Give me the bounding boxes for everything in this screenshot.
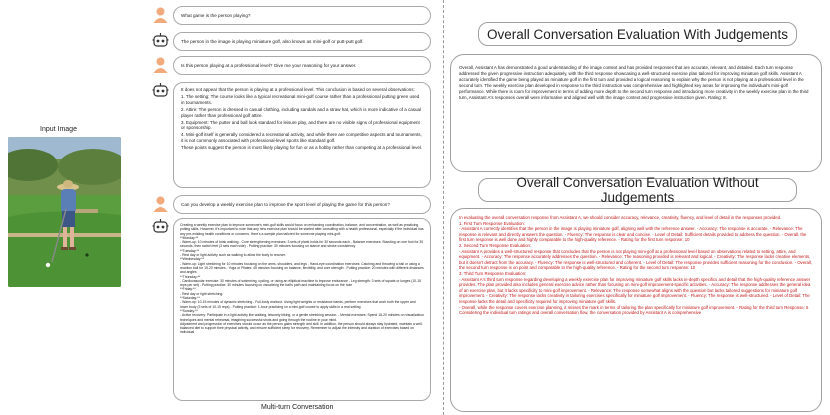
answer-3-line: - Warm-up: 10 minutes of brisk walking - Core strengthening exercises: 3 sets of plank holds for 30 seconds each - Balance exercises: Standing on one foot for 30 seconds, then switch feet (3 sets each side) - Putting practice: 30 minutes focusing on stance and stroke consistency: [180, 240, 424, 249]
eval-line: 1. First Turn Response Evaluation:: [459, 220, 525, 226]
eval-line: - Assistant A provides a well-structured response that concludes that the person is not playing mini-golf at a professional level based on observations related to setting, attire, and equipment. - Accuracy: The response accurately addresses the question. - Relevance: The reasoning provided is relevant and logical. - Creativity: The response lacks creative elements, but it doesn't detract from the accuracy. - Fluency: The response is well-structured and coherent. - Level of Detail: The response provides sufficient reasoning for the conclusion. - Overall, the second turn response is on point and comparable to the high-quality reference. - Rating for the second turn response: 10: [459, 248, 813, 271]
user-question-3: Can you develop a weekly exercise plan to improve the sport level of playing the game for this person?: [173, 195, 431, 214]
answer-3-line: **Wednesday:**: [180, 257, 205, 262]
answer-3-line: - Rest day or light stretching.: [180, 291, 224, 296]
with-judgements-title: Overall Conversation Evaluation With Judgements: [478, 22, 797, 46]
eval-line: 2. Second Turn Response Evaluation:: [459, 242, 532, 248]
without-judgements-text: [450, 208, 822, 412]
robot-avatar-icon: [152, 218, 169, 235]
answer-2-line: 1. The setting: The course looks like a typical recreational mini-golf course rather than a professional putting green used in tournaments.: [181, 93, 420, 105]
answer-3-line: **Thursday:**: [180, 274, 201, 279]
eval-line: In evaluating the overall conversation response from Assistant A, we should consider accuracy, relevance, creativity, fluency, and level of detail in the responses provided.: [459, 215, 782, 220]
answer-3-line: - Warm-up: Light stretching for 10 minutes focusing on the arms, shoulders, and legs - Hand-eye coordination exercises: Catching and throwing a ball or using a reaction ball for 15-20 minutes - Yoga or Pilates: 45 minutes focusing on balance, flexibility, and core strength - Putting practice: 20 minutes with different distances and angles: [180, 261, 424, 275]
robot-avatar-icon: [152, 32, 169, 49]
assistant-answer-1: The person in the image is playing miniature golf, also known as mini-golf or putt-putt golf.: [173, 32, 431, 51]
assistant-answer-2: [173, 82, 431, 188]
mini-golf-illustration: [8, 137, 121, 287]
answer-3-line: - Cardiovascular exercise: 30 minutes of swimming, cycling, or using an elliptical machine to improve endurance - Leg strength: 3 sets of squats or lunges (10-15 reps per set) - Putting practice: 30 minutes focusing on visualizing the ball's path and maintaining focus on the hole: [180, 278, 422, 288]
answer-2-line: It does not appear that the person is playing at a professional level. This conclusion is based on several observations:: [181, 87, 415, 92]
robot-avatar-icon: [152, 82, 169, 99]
answer-3-line: - Warm-up: 10-15 minutes of dynamic stretching - Full-body workout: Using light weights or resistance bands, perform exercises that work both the upper and lower body (3 sets of 10-15 reps) - Putting practice: 1-hour practicing on a mini-golf course to apply skills in a real setting: [180, 300, 416, 309]
input-photo-mini-golf: [8, 137, 121, 287]
answer-2-line: 3. Equipment: The putter and ball look standard for leisure play, and there are no visible signs of professional equipment or sponsorship.: [181, 119, 420, 131]
eval-line: - Overall, while the response covers exercise planning, it misses the mark in terms of tailoring the plan specifically for miniature golf improvement. - Rating for the third turn Response: 6 Considering the individual turn ratings and overall conversation flow, the conversation provided by Assistant A is comprehensive: [459, 304, 809, 316]
answer-3-line: - Rest day or light activity such as walking to allow the body to recover.: [180, 253, 286, 258]
eval-line: - Assistant A's third turn response regarding developing a weekly exercise plan for improving miniature golf skills lacks in-depth specifics and detail that the high-quality reference answer provides. The plan provided also includes general exercise advice rather than focusing on mini-golf improvement-specific activities. - Accuracy: The response addresses the general idea of an exercise plan, but it lacks specificity to mini-golf improvement. - Relevance: The response somewhat aligns with the question but lacks tailored suggestions for miniature golf improvement. - Creativity: The response lacks creativity in tailoring exercises specifically for miniature golf improvement. - Fluency: The response is well-structured. - Level of Detail: The response lacks the detail and specificity required for improving miniature golf skills.: [459, 276, 811, 304]
answer-3-line: Creating a weekly exercise plan to improve someone's mini-golf skills would focus on enhancing coordination, balance, and concentration, as well as practicing putting skills. However, it's important to note that any new exercise plan should be started after consulting with a health professional, especially if the individual has any pre-existing health conditions or concerns. Here's a sample plan tailored for someone playing mini-golf:: [180, 223, 424, 236]
answer-3-line: Adjustment and progression of exercises should occur as the person gains strength and skill. In addition, the person should always stay hydrated, maintain a well-balanced diet to support their physical activity, and ensure sufficient sleep for recovery. Remember to adjust the intensity and duration of exercises based on individual: [180, 321, 423, 335]
answer-3-line: **Monday:**: [180, 235, 199, 240]
answer-3-line: **Friday:**: [180, 287, 196, 292]
user-avatar-icon: [152, 56, 169, 73]
answer-3-line: - Active recovery: Participate in a light activity like walking, leisurely biking, or a gentle stretching session. - Mental exercises: Spend 15-20 minutes on visualization techniques and mental rehearsal, imagining successful shots and going through the routine in your mind.: [180, 313, 424, 322]
eval-line: - Assistant A correctly identifies that the person in the image is playing miniature golf, aligning well with the reference answer. - Accuracy: The response is accurate. - Relevance: The response is relevant and directly answers the question. - Fluency: The response is clear and concise. - Level of Detail: Sufficient details provided to address the question. - Overall, the first turn response is well done and highly comparable to the high-quality reference. - Rating for the first turn response: 10: [459, 226, 807, 243]
user-avatar-icon: [152, 195, 169, 212]
without-judgements-title: Overall Conversation Evaluation Without Judgements: [478, 178, 797, 202]
section-divider: [443, 0, 444, 415]
user-avatar-icon: [152, 6, 169, 23]
answer-3-line: **Tuesday:**: [180, 248, 200, 253]
multi-turn-conversation-label: Multi-turn Conversation: [261, 404, 334, 411]
answer-3-line: **Sunday:**: [180, 308, 198, 313]
answer-2-line: These points suggest the person is most likely playing for fun or as a hobby rather than competing at a professional level.: [181, 145, 423, 151]
eval-line: 3. Third Turn Response Evaluation:: [459, 270, 527, 276]
answer-2-line: 2. Attire: The person is dressed in casual clothing, including sandals and a straw hat, which is more indicative of a casual player rather than professional golf attire.: [181, 106, 422, 118]
answer-2-line: 4. Mini-golf itself is generally considered a recreational activity, and while there are competitive aspects and tournaments, it is not commonly associated with professional-level sports like standard golf.: [181, 132, 422, 144]
input-image-label: Input Image: [40, 126, 77, 133]
assistant-answer-3: [173, 218, 431, 401]
with-judgements-text: Overall, Assistant A has demonstrated a good understanding of the image context and has provided responses that are accurate, relevant, and detailed. Each turn response addressed the given progressive instruction adequately, with the third response showcasing a well-structured exercise plan tailored for improving miniature golf skills. Assistant A accurately identified the game being played as miniature golf in the first turn and provided a logical reasoning to explain why the person is not playing at a professional level in the second turn. The weekly exercise plan developed in response to the third instruction was comprehensive and highlighted key areas for improving the individual's mini-golf performance. While there is room for improvement in terms of adding more depth to the second turn response and introducing more creativity in the weekly exercise plan in the third turn, Assistant A's responses overall were informative and aligned well with the image context and progressive instruction given. Rating: 8.: [450, 54, 822, 172]
user-question-2: Is this person playing at a professional level? Give me your reasoning for your answer.: [173, 56, 431, 75]
user-question-1: What game is the person playing?: [173, 6, 431, 25]
answer-3-line: **Saturday:**: [180, 296, 200, 301]
